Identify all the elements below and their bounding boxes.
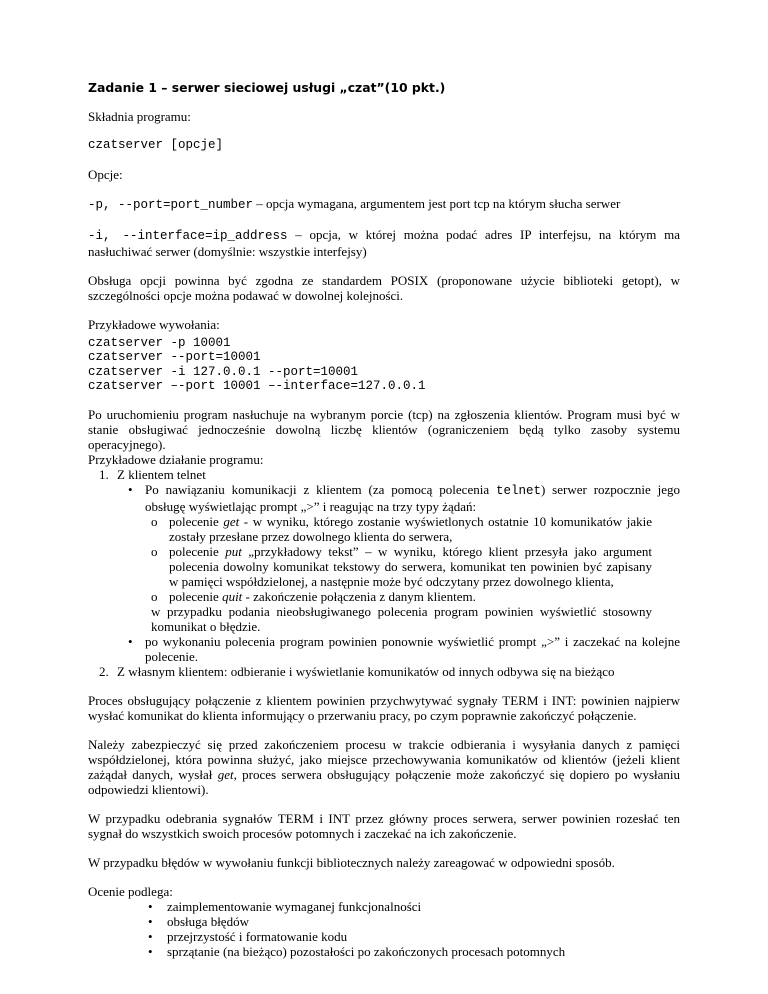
command-name: get [223,514,240,530]
options-label: Opcje: [88,167,123,182]
command-put: o polecenie put „przykładowy tekst” – w wyniku, którego klient przesyła jako argument polecenia dowolny komunikat tekstowy do serwera, komunikat ten powinien być zapisany w pamięci współdzielonej, a następnie może być odczytany przez dowolnego klienta, [151,544,653,590]
option-interface [88,227,680,259]
telnet-bullets [117,482,680,664]
bullet-icon: • [128,634,133,650]
option-port [88,196,680,213]
example-line: czatserver –-port 10001 –-interface=127.0.0.1 [88,378,426,393]
option-interface-flag: -i, --interface=ip_address [88,229,288,243]
syntax-command: czatserver [opcje] [88,138,224,152]
option-interface-description: – opcja, w której można podać adres IP interfejsu, na którym ma nasłuchiwać serwer (domyślnie: wszystkie interfejsy) [88,227,680,259]
startup-description: Po uruchomieniu program nasłuchuje na wybranym porcie (tcp) na zgłoszenia klientów. Program musi być w stanie obsługiwać jednocześnie dowolną liczbę klientów (ograniczeniem będą tylko zasoby systemu operacyjnego). [88,407,680,453]
step-telnet [88,467,680,664]
step-number: 2. [99,664,109,680]
option-port-description: – opcja wymagana, argumentem jest port tcp na którym słucha serwer [253,196,621,211]
grading-label: Ocenie podlega: [88,884,173,900]
unsupported-command-note: w przypadku podania nieobsługiwanego polecenia program powinien wyświetlić stosowny komunikat o błędzie. [151,604,652,635]
step-number: 1. [99,467,109,483]
example-line: czatserver --port=10001 [88,350,261,365]
posix-note: Obsługa opcji powinna być zgodna ze standardem POSIX (proponowane użycie biblioteki getopt), w szczególności opcje można podawać w dowolnej kolejności. [88,273,680,303]
task-title: Zadanie 1 – serwer sieciowej usługi „czat”(10 pkt.) [88,80,446,95]
circle-bullet-icon: o [151,514,158,530]
step-own-client [88,664,680,679]
document-page [88,80,680,959]
reprompt-text: po wykonaniu polecenia program powinien ponownie wyświetlić prompt „>” i zaczekać na kolejne polecenie. [145,634,680,665]
syntax-label: Składnia programu: [88,109,191,124]
commands-list [145,514,680,604]
example-line: czatserver -i 127.0.0.1 --port=10001 [88,364,359,379]
command-name: quit [222,589,243,605]
shared-memory-paragraph: Należy zabezpieczyć się przed zakończeniem procesu w trakcie odbierania i wysyłania danych z pamięci współdzielonej, która powinna służyć, jako miejsce przechowywania komunikatów od klientów (jeżeli klient zażądał danych, wysłał get, proces serwera obsługujący połączenie może zakończyć się dopiero po wysłaniu odpowiedzi klientowi). [88,737,680,798]
step-own-client-text: Z własnym klientem: odbieranie i wyświetlanie komunikatów od innych odbywa się na bieżąco [117,664,615,680]
bullet-icon: • [148,914,153,930]
command-quit: o polecenie quit - zakończenie połączenia z danym klientem. [151,589,476,605]
list-item [117,634,680,664]
examples-code-block [88,336,680,393]
list-item: • obsługa błędów [148,914,249,930]
telnet-prompt-text: Po nawiązaniu komunikacji z klientem (za pomocą polecenia telnet) serwer rozpocznie jego obsługę wyświetlając prompt „>” i reagując na trzy typy żądań: [145,482,680,515]
grading-list [88,899,680,959]
command-get: o polecenie get - w wyniku, którego zostanie wyświetlonych ostatnie 10 komunikatów jakie zostały przesłane przez dowolnego klienta do serwera, [151,514,652,545]
option-port-flag: -p, --port=port_number [88,198,254,212]
errors-paragraph: W przypadku błędów w wywołaniu funkcji bibliotecznych należy zareagować w odpowiedni sposób. [88,855,615,871]
command-name: get [217,767,234,783]
list-item [117,482,680,634]
bullet-icon: • [148,899,153,915]
command-name: put [225,544,242,560]
example-line: czatserver -p 10001 [88,336,231,350]
bullet-icon: • [148,929,153,945]
example-run-label: Przykładowe działanie programu: [88,452,264,468]
bullet-icon: • [148,944,153,960]
signals-paragraph: Proces obsługujący połączenie z klientem powinien przychwytywać sygnały TERM i INT: powinien najpierw wysłać komunikat do klienta informujący o przerwaniu pracy, po czym poprawnie zakończyć połączenie. [88,693,680,724]
main-process-signals-paragraph: W przypadku odebrania sygnałów TERM i INT przez główny proces serwera, serwer powinien rozesłać ten sygnał do wszystkich swoich procesów potomnych i zaczekać na ich zakończenie. [88,811,680,842]
circle-bullet-icon: o [151,589,158,605]
examples-label: Przykładowe wywołania: [88,317,220,332]
example-steps [88,467,680,679]
list-item: • sprzątanie (na bieżąco) pozostałości po zakończonych procesach potomnych [148,944,566,960]
list-item: • przejrzystość i formatowanie kodu [148,929,348,945]
bullet-icon: • [128,482,133,498]
circle-bullet-icon: o [151,544,158,560]
step-title: Z klientem telnet [117,467,206,483]
telnet-command: telnet [495,484,541,499]
list-item: • zaimplementowanie wymaganej funkcjonalności [148,899,422,915]
